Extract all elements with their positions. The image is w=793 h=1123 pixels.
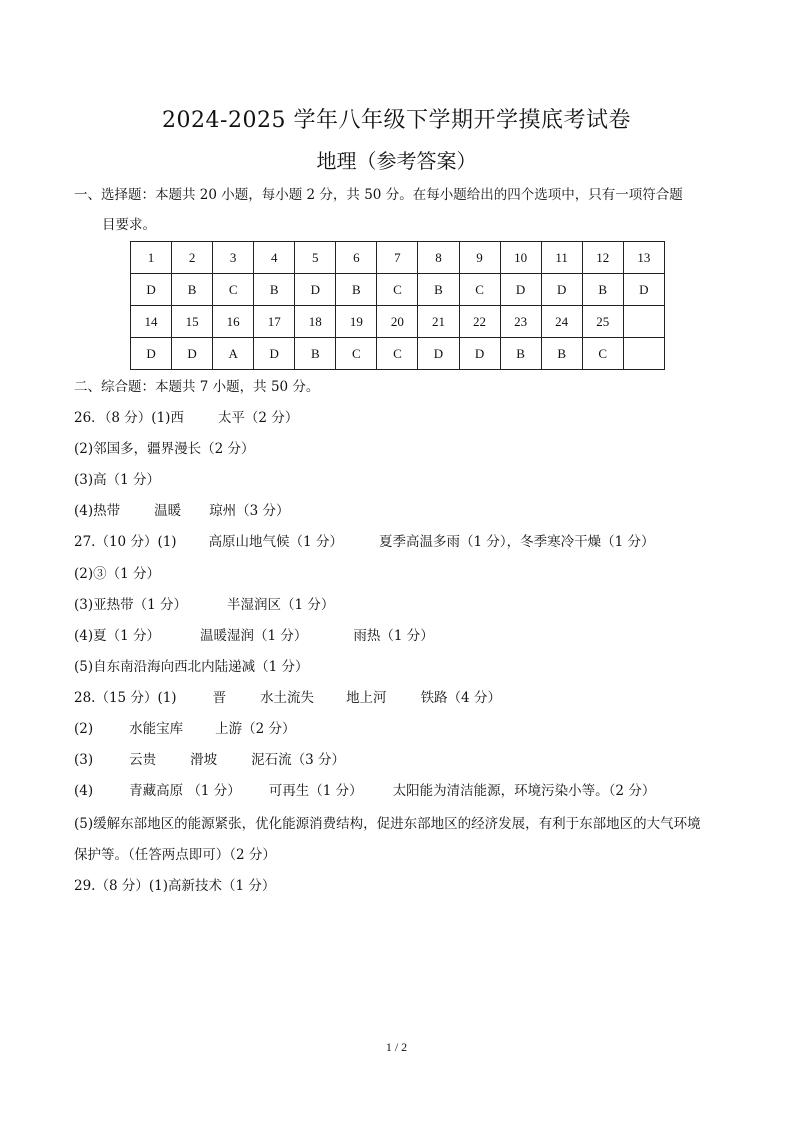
answer-cell: B xyxy=(541,338,582,370)
question-number-cell: 14 xyxy=(131,306,172,338)
q28-part1-e: 铁路（4 分） xyxy=(420,690,501,706)
page-subtitle: 地理（参考答案） xyxy=(316,149,477,173)
q27-part4-a: (4)夏（1 分） xyxy=(74,628,161,644)
q28-part4-b: 青藏高原 （1 分） xyxy=(129,783,241,799)
q26-line4 xyxy=(74,502,290,520)
question-number-cell: 24 xyxy=(541,306,582,338)
q28-line5b: 保护等。（任答两点即可）（2 分） xyxy=(74,847,276,863)
q26-line3: (3)高（1 分） xyxy=(74,472,161,488)
question-number-cell: 10 xyxy=(500,242,541,274)
question-number-cell: 20 xyxy=(377,306,418,338)
answer-cell: D xyxy=(172,338,213,370)
answer-cell: D xyxy=(418,338,459,370)
answer-cell: B xyxy=(418,274,459,306)
question-number-cell: 17 xyxy=(254,306,295,338)
q28-part1-d: 地上河 xyxy=(346,690,387,706)
q27-part1-c: 夏季高温多雨（1 分），冬季寒冷干燥（1 分） xyxy=(378,534,655,550)
answer-cell: D xyxy=(541,274,582,306)
question-number-cell: 22 xyxy=(459,306,500,338)
q28-part3-b: 云贵 xyxy=(129,752,157,768)
question-number-cell: 9 xyxy=(459,242,500,274)
q28-part3-d: 泥石流（3 分） xyxy=(251,752,346,768)
q28-line3 xyxy=(74,751,345,769)
question-number-cell: 25 xyxy=(582,306,623,338)
question-number-cell: 2 xyxy=(172,242,213,274)
answer-table xyxy=(130,241,665,370)
question-number-cell: 7 xyxy=(377,242,418,274)
q27-line3 xyxy=(74,596,334,614)
q26-line2: (2)邻国多，疆界漫长（2 分） xyxy=(74,441,255,457)
q28-part2-b: 水能宝库 xyxy=(129,721,184,737)
section2-intro: 二、综合题：本题共 7 小题，共 50 分。 xyxy=(74,379,320,395)
q27-line1 xyxy=(74,533,654,551)
q28-line4 xyxy=(74,782,655,800)
q28-part2-a: (2) xyxy=(74,721,94,737)
q26-line1 xyxy=(74,409,298,427)
answer-cell: B xyxy=(582,274,623,306)
q28-line5a: (5)缓解东部地区的能源紧张，优化能源消费结构，促进东部地区的经济发展，有利于东部地区的大气环境 xyxy=(74,816,701,832)
question-number-cell: 6 xyxy=(336,242,377,274)
answer-cell: D xyxy=(295,274,336,306)
answer-cell: D xyxy=(131,274,172,306)
q27-part3-a: (3)亚热带（1 分） xyxy=(74,597,188,613)
question-number-cell: 15 xyxy=(172,306,213,338)
answer-cell: C xyxy=(336,338,377,370)
question-number-cell: 19 xyxy=(336,306,377,338)
q26-part4-b: 温暖 xyxy=(154,503,182,519)
q28-part3-a: (3) xyxy=(74,752,94,768)
answer-cell: B xyxy=(254,274,295,306)
q26-part4-c: 琼州（3 分） xyxy=(209,503,290,519)
q26-part1: 26．（8 分）(1)西 xyxy=(74,410,184,426)
answer-cell: C xyxy=(459,274,500,306)
answer-cell: A xyxy=(213,338,254,370)
answer-cell: B xyxy=(172,274,213,306)
question-number-cell: 13 xyxy=(623,242,664,274)
answer-cell: C xyxy=(377,274,418,306)
q28-part4-c: 可再生（1 分） xyxy=(268,783,363,799)
page-number: 1 / 2 xyxy=(385,1040,408,1054)
q27-part1-b: 高原山地气候（1 分） xyxy=(208,534,343,550)
q27-line4 xyxy=(74,627,434,645)
answer-cell: B xyxy=(500,338,541,370)
answer-row-letters xyxy=(131,274,665,306)
q27-part1-a: 27.（10 分）(1) xyxy=(74,534,177,550)
q27-part3-b: 半湿润区（1 分） xyxy=(227,597,335,613)
answer-cell xyxy=(623,338,664,370)
answer-row-numbers xyxy=(131,242,665,274)
q28-part1-c: 水土流失 xyxy=(260,690,315,706)
answer-cell: D xyxy=(500,274,541,306)
q28-part1-a: 28.（15 分）(1) xyxy=(74,690,177,706)
question-number-cell: 12 xyxy=(582,242,623,274)
page-title: 2024-2025 学年八年级下学期开学摸底考试卷 xyxy=(162,108,631,133)
q27-line2: (2)③（1 分） xyxy=(74,566,161,582)
answer-row-numbers xyxy=(131,306,665,338)
q28-line1 xyxy=(74,689,501,707)
q28-part3-c: 滑坡 xyxy=(190,752,218,768)
question-number-cell xyxy=(623,306,664,338)
q26-part1-b: 太平（2 分） xyxy=(217,410,299,426)
question-number-cell: 8 xyxy=(418,242,459,274)
section1-intro-line2: 目要求。 xyxy=(102,217,156,233)
q28-part2-c: 上游（2 分） xyxy=(215,721,296,737)
answer-cell: D xyxy=(459,338,500,370)
answer-cell: C xyxy=(582,338,623,370)
q26-part4-a: (4)热带 xyxy=(74,503,121,519)
question-number-cell: 23 xyxy=(500,306,541,338)
answer-cell: C xyxy=(377,338,418,370)
question-number-cell: 4 xyxy=(254,242,295,274)
question-number-cell: 5 xyxy=(295,242,336,274)
q29-line1: 29.（8 分）(1)高新技术（1 分） xyxy=(74,878,276,894)
answer-row-letters xyxy=(131,338,665,370)
answer-cell: D xyxy=(131,338,172,370)
q28-part1-b: 晋 xyxy=(212,690,227,706)
answer-cell: C xyxy=(213,274,254,306)
q28-part4-a: (4) xyxy=(74,783,94,799)
answer-cell: D xyxy=(254,338,295,370)
q27-line5: (5)自东南沿海向西北内陆递减（1 分） xyxy=(74,659,309,675)
answer-cell: B xyxy=(295,338,336,370)
q27-part4-c: 雨热（1 分） xyxy=(353,628,434,644)
question-number-cell: 21 xyxy=(418,306,459,338)
section1-intro-line1: 一、选择题：本题共 20 小题，每小题 2 分，共 50 分。在每小题给出的四个选项中，只有一项符合题 xyxy=(74,187,683,203)
q28-part4-d: 太阳能为清洁能源，环境污染小等。（2 分） xyxy=(392,783,656,799)
question-number-cell: 18 xyxy=(295,306,336,338)
answer-cell: D xyxy=(623,274,664,306)
q28-line2 xyxy=(74,720,296,738)
q27-part4-b: 温暖湿润（1 分） xyxy=(200,628,308,644)
question-number-cell: 16 xyxy=(213,306,254,338)
question-number-cell: 11 xyxy=(541,242,582,274)
answer-cell: B xyxy=(336,274,377,306)
question-number-cell: 3 xyxy=(213,242,254,274)
question-number-cell: 1 xyxy=(131,242,172,274)
